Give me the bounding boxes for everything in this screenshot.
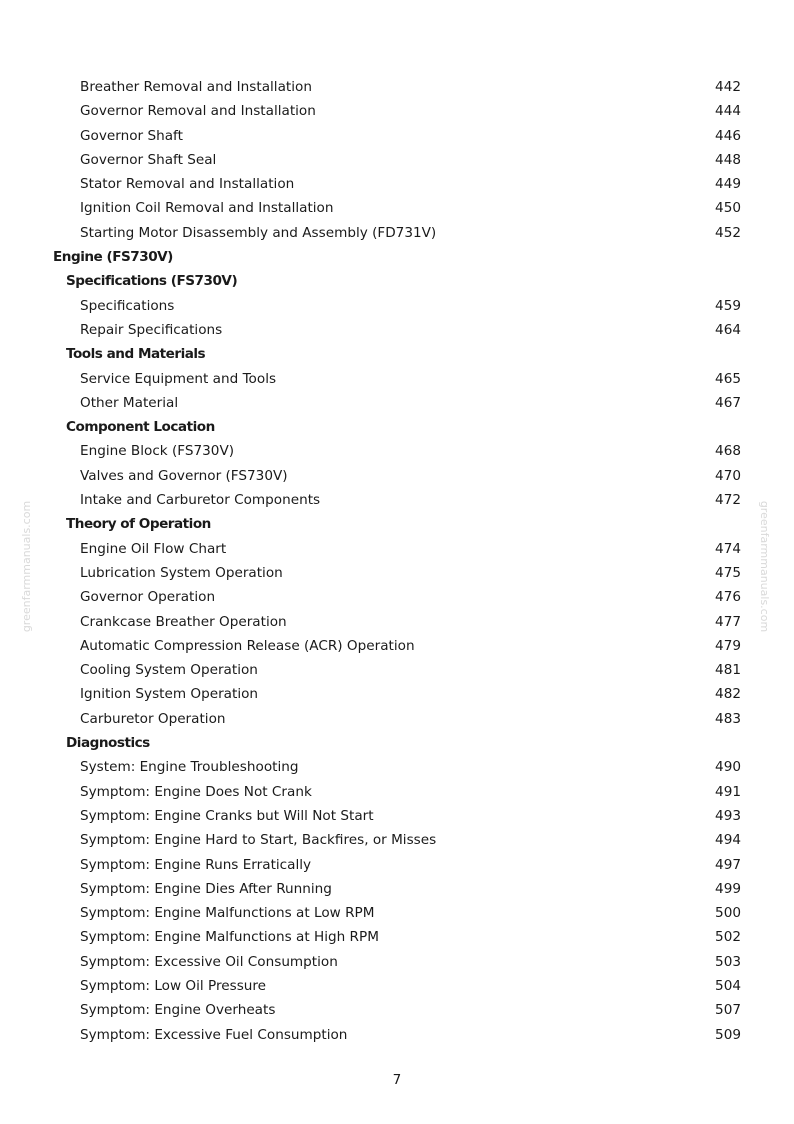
toc-entry-title: Engine (FS730V) — [53, 249, 173, 266]
toc-entry-title[interactable]: Stator Removal and Installation — [80, 176, 295, 193]
toc-entry-page[interactable]: 479 — [715, 637, 741, 654]
toc-entry-page[interactable]: 509 — [715, 1026, 741, 1043]
toc-entry-title[interactable]: Symptom: Excessive Fuel Consumption — [80, 1026, 348, 1043]
toc-entry-title: Diagnostics — [66, 735, 150, 752]
toc-entry-title[interactable]: Crankcase Breather Operation — [80, 613, 287, 630]
toc-section-heading — [0, 731, 794, 755]
toc-entry-page[interactable]: 468 — [715, 443, 741, 460]
toc-entry[interactable] — [0, 464, 794, 488]
toc-entry-page[interactable]: 494 — [715, 832, 741, 849]
toc-entry-page[interactable]: 464 — [715, 321, 741, 338]
toc-section-heading — [0, 269, 794, 293]
toc-entry[interactable] — [0, 75, 794, 99]
toc-entry[interactable] — [0, 901, 794, 925]
toc-entry-title: Specifications (FS730V) — [66, 273, 238, 290]
toc-entry-title[interactable]: Governor Operation — [80, 589, 216, 606]
toc-entry-page[interactable]: 470 — [715, 467, 741, 484]
toc-section-heading — [0, 512, 794, 536]
toc-entry-page[interactable]: 452 — [715, 224, 741, 241]
toc-entry-page[interactable]: 449 — [715, 176, 741, 193]
toc-entry-page[interactable]: 459 — [715, 297, 741, 314]
toc-section-heading — [0, 415, 794, 439]
toc-section-heading — [0, 245, 794, 269]
toc-entry-title[interactable]: Ignition System Operation — [80, 686, 259, 703]
toc-entry-title[interactable]: Starting Motor Disassembly and Assembly (FD731V) — [80, 224, 437, 241]
toc-entry-title[interactable]: Symptom: Engine Dies After Running — [80, 880, 332, 897]
toc-entry-page[interactable]: 493 — [715, 807, 741, 824]
toc-entry-title[interactable]: Engine Oil Flow Chart — [80, 540, 227, 557]
toc-entry-title: Tools and Materials — [66, 346, 206, 363]
toc-entry-title[interactable]: Service Equipment and Tools — [80, 370, 277, 387]
toc-entry-page[interactable]: 476 — [715, 589, 741, 606]
toc-entry[interactable] — [0, 367, 794, 391]
toc-entry-page[interactable]: 491 — [715, 783, 741, 800]
toc-entry[interactable] — [0, 1023, 794, 1047]
toc-entry-title: Component Location — [66, 419, 215, 436]
toc-entry-page[interactable]: 503 — [715, 953, 741, 970]
toc-entry[interactable] — [0, 634, 794, 658]
toc-entry-title[interactable]: Repair Specifications — [80, 321, 223, 338]
toc-entry-page[interactable]: 465 — [715, 370, 741, 387]
toc-entry[interactable] — [0, 998, 794, 1022]
toc-entry-page[interactable]: 448 — [715, 151, 741, 168]
toc-entry-title[interactable]: Symptom: Engine Malfunctions at High RPM — [80, 929, 379, 946]
toc-entry[interactable] — [0, 925, 794, 949]
toc-entry-title[interactable]: Breather Removal and Installation — [80, 79, 312, 95]
toc-entry-page[interactable]: 444 — [715, 103, 741, 120]
toc-entry[interactable] — [0, 196, 794, 220]
toc-entry-page[interactable]: 475 — [715, 564, 741, 581]
toc-entry-page[interactable]: 467 — [715, 394, 741, 411]
toc-entry-title[interactable]: System: Engine Troubleshooting — [80, 759, 299, 776]
toc-entry-title[interactable]: Engine Block (FS730V) — [80, 443, 235, 460]
toc-entry[interactable] — [0, 707, 794, 731]
toc-entry[interactable] — [0, 974, 794, 998]
toc-entry[interactable] — [0, 804, 794, 828]
toc-entry-page[interactable]: 481 — [715, 662, 741, 679]
toc-entry-title[interactable]: Intake and Carburetor Components — [80, 492, 321, 509]
toc-entry[interactable] — [0, 877, 794, 901]
toc-entry[interactable] — [0, 99, 794, 123]
toc-entry-page[interactable]: 499 — [715, 880, 741, 897]
toc-entry-title[interactable]: Ignition Coil Removal and Installation — [80, 200, 334, 217]
toc-entry-page[interactable]: 500 — [715, 905, 741, 922]
toc-entry[interactable] — [0, 172, 794, 196]
toc-entry[interactable] — [0, 318, 794, 342]
toc-entry-title[interactable]: Symptom: Engine Cranks but Will Not Start — [80, 807, 374, 824]
toc-entry-page[interactable]: 502 — [715, 929, 741, 946]
toc-entry[interactable] — [0, 828, 794, 852]
toc-entry[interactable] — [0, 585, 794, 609]
toc-entry-title[interactable]: Symptom: Engine Runs Erratically — [80, 856, 312, 873]
toc-entry[interactable] — [0, 439, 794, 463]
toc-entry[interactable] — [0, 294, 794, 318]
toc-entry-title[interactable]: Cooling System Operation — [80, 662, 258, 679]
toc-entry[interactable] — [0, 853, 794, 877]
toc-entry[interactable] — [0, 124, 794, 148]
toc-entry-page[interactable]: 482 — [715, 686, 741, 703]
toc-entry[interactable] — [0, 488, 794, 512]
watermark-right-text: greenfarmmanuals.com — [758, 500, 772, 632]
toc-entry[interactable] — [0, 682, 794, 706]
toc-entry[interactable] — [0, 148, 794, 172]
page-number: 7 — [392, 1072, 402, 1088]
toc-entry-title[interactable]: Symptom: Engine Overheats — [80, 1002, 276, 1019]
toc-entry-title[interactable]: Automatic Compression Release (ACR) Operation — [80, 637, 415, 654]
toc-entry-title[interactable]: Governor Removal and Installation — [80, 103, 316, 120]
toc-entry-title[interactable]: Governor Shaft Seal — [80, 151, 217, 168]
toc-entry-page[interactable]: 490 — [715, 759, 741, 776]
toc-entry[interactable] — [0, 221, 794, 245]
toc-entry[interactable] — [0, 537, 794, 561]
toc-entry-title[interactable]: Governor Shaft — [80, 127, 183, 144]
table-of-contents — [0, 75, 794, 1047]
toc-entry[interactable] — [0, 391, 794, 415]
toc-entry-title[interactable]: Symptom: Excessive Oil Consumption — [80, 953, 338, 970]
toc-entry-page[interactable]: 483 — [715, 710, 741, 727]
toc-entry-title[interactable]: Specifications — [80, 297, 175, 314]
toc-entry-title[interactable]: Carburetor Operation — [80, 710, 226, 727]
toc-entry-page[interactable]: 504 — [715, 977, 741, 994]
toc-entry[interactable] — [0, 561, 794, 585]
toc-entry-title[interactable]: Symptom: Engine Hard to Start, Backfires, or Misses — [80, 832, 437, 849]
toc-entry-title[interactable]: Symptom: Engine Malfunctions at Low RPM — [80, 905, 375, 922]
toc-entry-page[interactable]: 477 — [715, 613, 741, 630]
toc-entry-page[interactable]: 442 — [715, 79, 741, 95]
toc-entry[interactable] — [0, 780, 794, 804]
toc-entry-page[interactable]: 474 — [715, 540, 741, 557]
toc-entry-title[interactable]: Symptom: Engine Does Not Crank — [80, 783, 312, 800]
toc-entry[interactable] — [0, 658, 794, 682]
toc-entry[interactable] — [0, 755, 794, 779]
watermark-left-text: greenfarmmanuals.com — [20, 500, 34, 632]
toc-entry-page[interactable]: 446 — [715, 127, 741, 144]
toc-entry-page[interactable]: 450 — [715, 200, 741, 217]
toc-section-heading — [0, 342, 794, 366]
toc-entry-page[interactable]: 497 — [715, 856, 741, 873]
toc-entry-title[interactable]: Valves and Governor (FS730V) — [80, 467, 288, 484]
toc-entry-title[interactable]: Other Material — [80, 394, 179, 411]
toc-entry-page[interactable]: 472 — [715, 492, 741, 509]
toc-entry[interactable] — [0, 950, 794, 974]
toc-entry-title: Theory of Operation — [66, 516, 211, 533]
toc-entry-page[interactable]: 507 — [715, 1002, 741, 1019]
toc-entry-title[interactable]: Symptom: Low Oil Pressure — [80, 977, 267, 994]
toc-entry[interactable] — [0, 610, 794, 634]
toc-entry-title[interactable]: Lubrication System Operation — [80, 564, 283, 581]
